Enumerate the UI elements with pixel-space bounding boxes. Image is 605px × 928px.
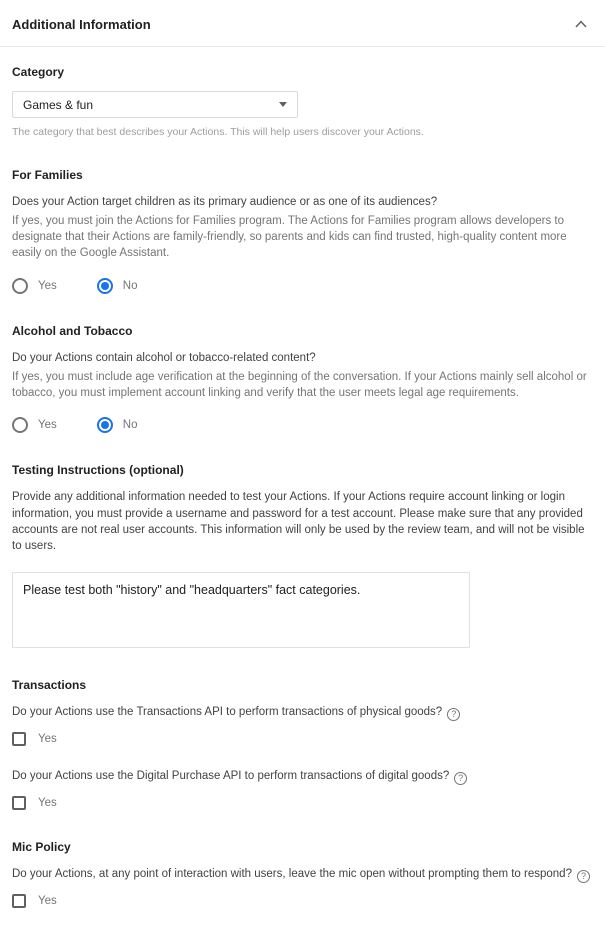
testing-instructions-heading: Testing Instructions (optional) bbox=[12, 463, 184, 478]
radio-label: Yes bbox=[38, 279, 57, 292]
alcohol-tobacco-radio-yes[interactable] bbox=[12, 417, 57, 433]
for-families-radio-group bbox=[12, 278, 593, 294]
transactions-question-physical bbox=[12, 704, 593, 721]
chevron-up-icon bbox=[575, 15, 587, 33]
checkbox-label: Yes bbox=[38, 894, 57, 907]
transactions-physical-checkbox-row[interactable] bbox=[12, 732, 593, 746]
mic-policy-heading: Mic Policy bbox=[12, 839, 71, 854]
category-helper-text: The category that best describes your Actions. This will help users discover your Actions. bbox=[12, 126, 424, 138]
category-section bbox=[12, 65, 593, 138]
for-families-section bbox=[12, 168, 593, 294]
for-families-heading: For Families bbox=[12, 168, 83, 182]
mic-policy-checkbox-row[interactable] bbox=[12, 894, 593, 908]
help-icon[interactable]: ? bbox=[454, 772, 467, 785]
alcohol-tobacco-section bbox=[12, 324, 593, 434]
for-families-question: Does your Action target children as its primary audience or as one of its audiences? bbox=[12, 196, 438, 208]
testing-instructions-textarea[interactable] bbox=[12, 572, 470, 648]
category-selected-value: Games & fun bbox=[23, 97, 94, 112]
radio-selected-icon[interactable] bbox=[97, 278, 113, 294]
for-families-radio-no[interactable] bbox=[97, 278, 138, 294]
for-families-explanation: If yes, you must join the Actions for Families program. The Actions for Families program allows developers to designate that their Actions are family-friendly, so parents and kids can find trusted, high-quality content more easily on the Google Assistant. bbox=[12, 215, 567, 259]
radio-unselected-icon[interactable] bbox=[12, 417, 28, 433]
help-icon[interactable]: ? bbox=[577, 870, 590, 883]
question-text: Do your Actions use the Digital Purchase API to perform transactions of digital goods? bbox=[12, 769, 450, 782]
category-label: Category bbox=[12, 65, 65, 79]
help-icon[interactable]: ? bbox=[447, 708, 460, 721]
radio-label: No bbox=[122, 279, 138, 292]
alcohol-tobacco-radio-no[interactable] bbox=[97, 417, 138, 433]
radio-label: Yes bbox=[38, 419, 57, 432]
panel-header[interactable] bbox=[0, 0, 605, 47]
alcohol-tobacco-heading: Alcohol and Tobacco bbox=[12, 323, 133, 338]
radio-selected-icon[interactable] bbox=[97, 417, 113, 433]
testing-instructions-section bbox=[12, 463, 593, 647]
question-text: Do your Actions, at any point of interaction with users, leave the mic open without prompting them to respond? bbox=[12, 867, 572, 880]
transactions-section bbox=[12, 678, 593, 810]
panel-title: Additional Information bbox=[12, 16, 151, 32]
category-select[interactable] bbox=[12, 91, 298, 118]
for-families-radio-yes[interactable] bbox=[12, 278, 57, 294]
checkbox-unchecked-icon[interactable] bbox=[12, 796, 26, 810]
alcohol-tobacco-question: Do your Actions contain alcohol or tobacco-related content? bbox=[12, 351, 316, 364]
alcohol-tobacco-explanation: If yes, you must include age verification at the beginning of the conversation. If your Actions mainly sell alcohol or tobacco, you must implement account linking and verify that the user meets legal age requirements. bbox=[12, 370, 587, 399]
caret-down-icon bbox=[279, 102, 287, 107]
alcohol-tobacco-radio-group bbox=[12, 417, 593, 433]
checkbox-unchecked-icon[interactable] bbox=[12, 894, 26, 908]
checkbox-label: Yes bbox=[38, 732, 57, 745]
mic-policy-section bbox=[12, 840, 593, 908]
mic-policy-question bbox=[12, 866, 593, 883]
checkbox-label: Yes bbox=[38, 796, 57, 809]
transactions-digital-checkbox-row[interactable] bbox=[12, 796, 593, 810]
checkbox-unchecked-icon[interactable] bbox=[12, 732, 26, 746]
collapse-button[interactable] bbox=[573, 13, 589, 35]
transactions-question-digital bbox=[12, 768, 593, 785]
panel-content bbox=[0, 65, 605, 928]
radio-unselected-icon[interactable] bbox=[12, 278, 28, 294]
transactions-heading: Transactions bbox=[12, 677, 87, 692]
radio-label: No bbox=[122, 419, 138, 432]
testing-instructions-description: Provide any additional information needed to test your Actions. If your Actions require account linking or login information, you must provide a username and password for a test account. Please make sure that any provided accounts are not real user accounts. This information will only be used by the review team, and will not be visible to users. bbox=[12, 491, 585, 552]
question-text: Do your Actions use the Transactions API to perform transactions of physical goods? bbox=[12, 705, 443, 718]
